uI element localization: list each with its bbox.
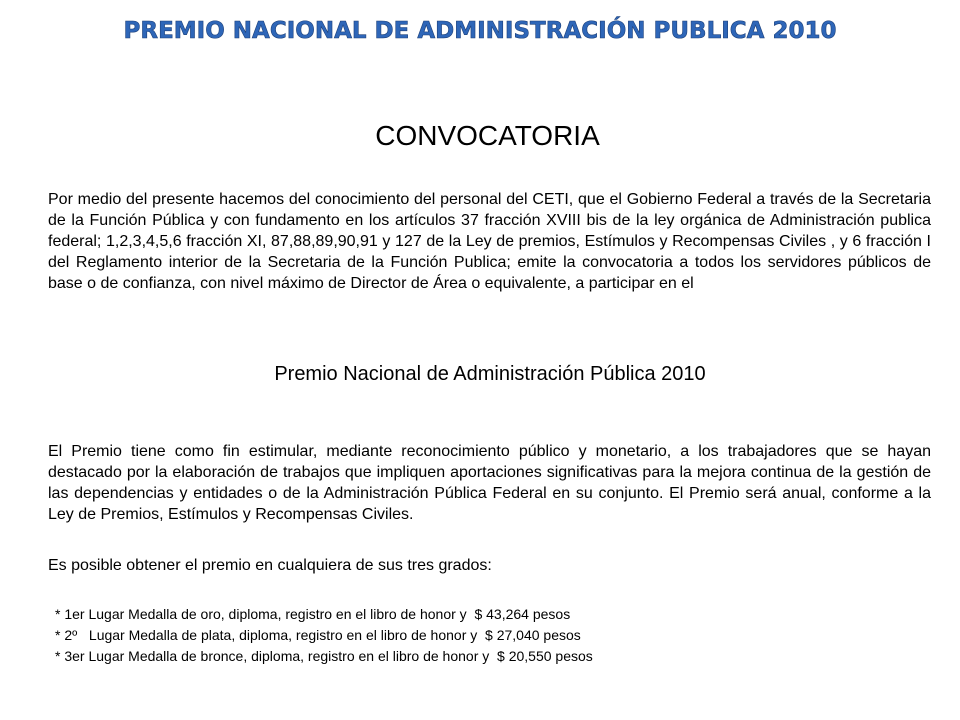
banner-title: PREMIO NACIONAL DE ADMINISTRACIÓN PUBLICA 2010 xyxy=(123,18,837,44)
prize-item-second: * 2º Lugar Medalla de plata, diploma, registro en el libro de honor y $ 27,040 pesos xyxy=(55,627,581,643)
prize-item-first: * 1er Lugar Medalla de oro, diploma, registro en el libro de honor y $ 43,264 pesos xyxy=(55,606,571,622)
purpose-paragraph: El Premio tiene como fin estimular, mediante reconocimiento público y monetario, a los trabajadores que se hayan destacado por la elaboración de trabajos que impliquen aportaciones significativas para la mejora continua de la gestión de las dependencias y entidades o de la Administración Pública Federal en su conjunto. El Premio será anual, conforme a la Ley de Premios, Estímulos y Recompensas Civiles. xyxy=(48,443,931,523)
document-heading: CONVOCATORIA xyxy=(375,120,600,151)
intro-paragraph: Por medio del presente hacemos del conocimiento del personal del CETI, que el Gobierno Federal a través de la Secretaria de la Función Pública y con fundamento en los artículos 37 fracción XVIII bis de la ley orgánica de Administración publica federal; 1,2,3,4,5,6 fracción XI, 87,88,89,90,91 y 127 de la Ley de premios, Estímulos y Recompensas Civiles , y 6 fracción I del Reglamento interior de la Secretaria de la Función Publica; emite la convocatoria a todos los servidores públicos de base o de confianza, con nivel máximo de Director de Área o equivalente, a participar en el xyxy=(48,191,931,292)
award-title: Premio Nacional de Administración Pública 2010 xyxy=(274,363,706,385)
prize-item-third: * 3er Lugar Medalla de bronce, diploma, registro en el libro de honor y $ 20,550 pesos xyxy=(55,648,593,664)
grades-intro: Es posible obtener el premio en cualquiera de sus tres grados: xyxy=(48,557,492,574)
prize-list xyxy=(55,604,593,667)
